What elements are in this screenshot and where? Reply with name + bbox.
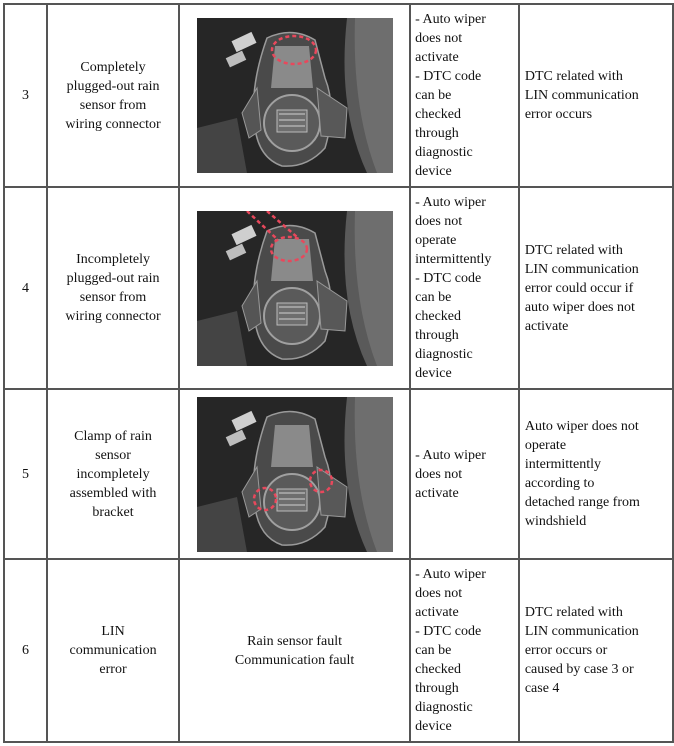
symptom: - Auto wiper does not activate - DTC code can be checked through diagnostic device [410,559,519,742]
case-description: LIN communication error [47,559,179,742]
case-description: Clamp of rain sensor incompletely assembled with bracket [47,389,179,559]
rain-sensor-connector-partially-plugged-photo [197,211,393,366]
symptom: - Auto wiper does not activate [410,389,519,559]
remark: DTC related with LIN communication error occurs [519,4,673,187]
case-number: 6 [4,559,47,742]
symptom: - Auto wiper does not operate intermittently - DTC code can be checked through diagnostic device [410,187,519,389]
fault-description: Rain sensor fault Communication fault [179,559,410,742]
case-description: Completely plugged-out rain sensor from wiring connector [47,4,179,187]
rain-sensor-connector-unplugged-photo [197,18,393,173]
remark: Auto wiper does not operate intermittently according to detached range from windshield [519,389,673,559]
table-row [4,4,673,187]
case-description: Incompletely plugged-out rain sensor from wiring connector [47,187,179,389]
table-row [4,389,673,559]
symptom: - Auto wiper does not activate - DTC code can be checked through diagnostic device [410,4,519,187]
case-number: 4 [4,187,47,389]
rain-sensor-clamp-bracket-photo [197,397,393,552]
troubleshooting-table [3,3,674,743]
remark: DTC related with LIN communication error could occur if auto wiper does not activate [519,187,673,389]
case-number: 5 [4,389,47,559]
table-row [4,187,673,389]
table-row [4,559,673,742]
sensor-photo-graphic [197,211,393,366]
sensor-photo-graphic [197,18,393,173]
remark: DTC related with LIN communication error occurs or caused by case 3 or case 4 [519,559,673,742]
sensor-photo-graphic [197,397,393,552]
case-number: 3 [4,4,47,187]
